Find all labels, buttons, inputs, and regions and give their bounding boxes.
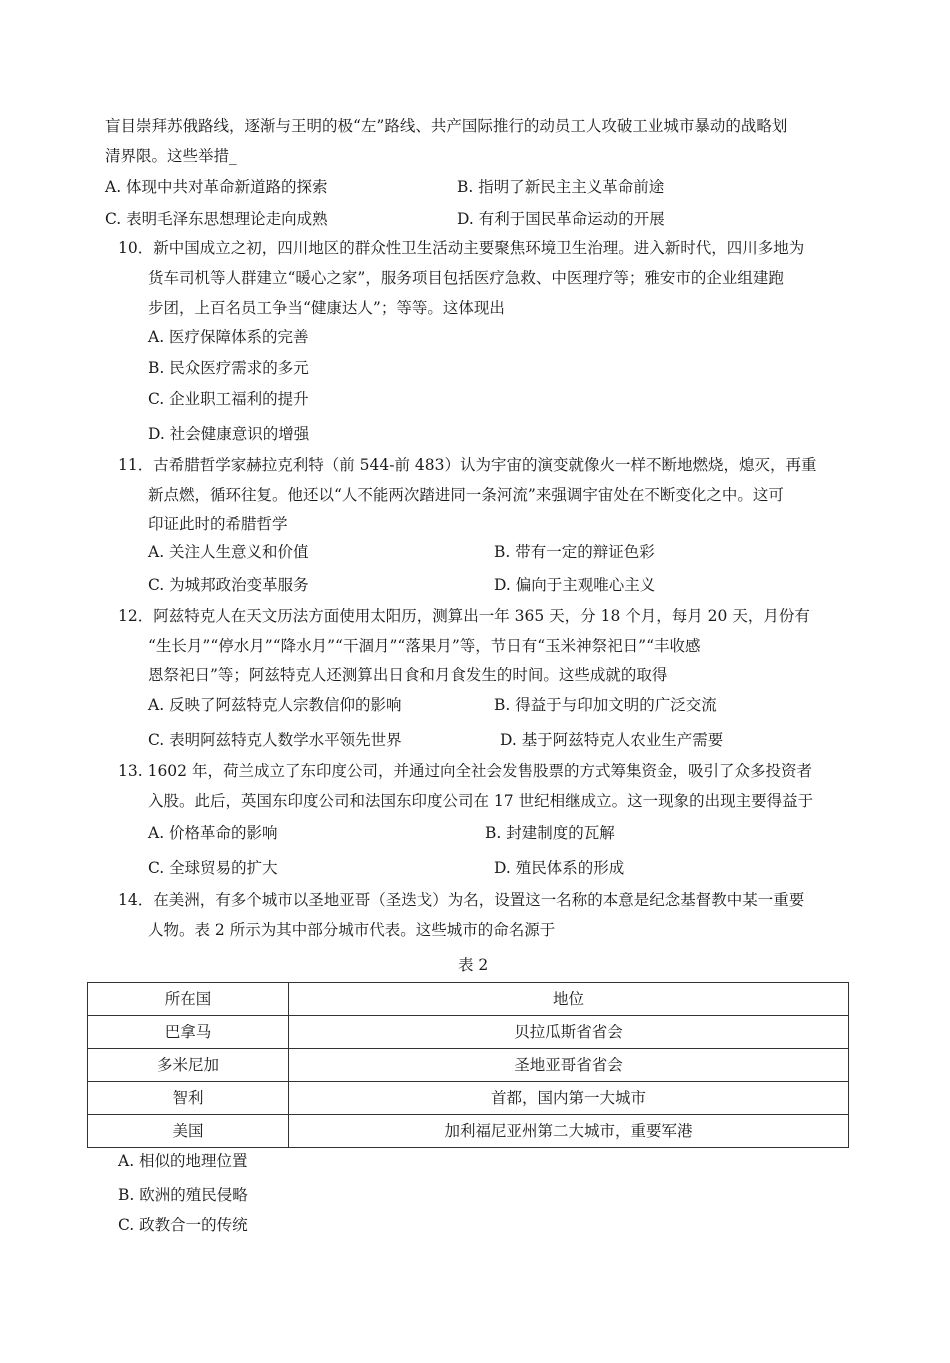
q12-line-1 — [118, 605, 810, 627]
table-cell: 圣地亚哥省省会 — [289, 1049, 849, 1082]
city-table — [87, 982, 849, 1148]
q13-line-2: 入股。此后，英国东印度公司和法国东印度公司在 17 世纪相继成立。这一现象的出现主要得益于 — [148, 792, 814, 810]
q14-text-1: 在美洲，有多个城市以圣地亚哥（圣迭戈）为名，设置这一名称的本意是纪念基督教中某一重要 — [153, 891, 805, 909]
q11-option-a: A. 关注人生意义和价值 — [148, 543, 309, 561]
q11-number: 11． — [118, 456, 154, 474]
table-header: 地位 — [289, 983, 849, 1016]
table-row — [88, 1049, 849, 1082]
table-cell: 美国 — [88, 1115, 289, 1148]
table-header: 所在国 — [88, 983, 289, 1016]
table-row — [88, 1016, 849, 1049]
q12-line-3: 恩祭祀日”等；阿兹特克人还测算出日食和月食发生的时间。这些成就的取得 — [148, 666, 668, 684]
q13-option-c: C. 全球贸易的扩大 — [148, 859, 278, 877]
q14-option-c: C. 政教合一的传统 — [118, 1216, 248, 1234]
table-cell: 贝拉瓜斯省省会 — [289, 1016, 849, 1049]
q14-line-1 — [118, 889, 804, 911]
q10-line-2: 货车司机等人群建立“暖心之家”，服务项目包括医疗急救、中医理疗等；雅安市的企业组建跑 — [148, 269, 784, 287]
table-row — [88, 1082, 849, 1115]
q10-text-1: 新中国成立之初，四川地区的群众性卫生活动主要聚焦环境卫生治理。进入新时代，四川多地为 — [153, 239, 805, 257]
prev-question-line-1: 盲目崇拜苏俄路线，逐渐与王明的极“左”路线、共产国际推行的动员工人攻破工业城市暴动的战略划 — [105, 117, 788, 135]
table-cell: 首都，国内第一大城市 — [289, 1082, 849, 1115]
prev-option-b: B. 指明了新民主主义革命前途 — [457, 178, 665, 196]
table-cell: 智利 — [88, 1082, 289, 1115]
q10-line-3: 步团，上百名员工争当“健康达人”；等等。这体现出 — [148, 299, 505, 317]
q13-option-b: B. 封建制度的瓦解 — [485, 824, 615, 842]
q10-option-c: C. 企业职工福利的提升 — [148, 390, 309, 408]
q10-option-b: B. 民众医疗需求的多元 — [148, 359, 309, 377]
q13-option-d: D. 殖民体系的形成 — [494, 859, 625, 877]
table-row — [88, 1115, 849, 1148]
table-cell: 多米尼加 — [88, 1049, 289, 1082]
q11-line-1 — [118, 454, 817, 476]
q14-line-2: 人物。表 2 所示为其中部分城市代表。这些城市的命名源于 — [148, 921, 556, 939]
q11-text-1: 古希腊哲学家赫拉克利特（前 544-前 483）认为宇宙的演变就像火一样不断地燃烧，熄灭，再重 — [153, 456, 817, 474]
prev-option-a: A. 体现中共对革命新道路的探索 — [105, 178, 328, 196]
q10-line-1 — [118, 237, 804, 259]
q11-line-2: 新点燃，循环往复。他还以“人不能两次踏进同一条河流”来强调宇宙处在不断变化之中。这可 — [148, 486, 784, 504]
q10-option-a: A. 医疗保障体系的完善 — [148, 328, 309, 346]
q14-option-a: A. 相似的地理位置 — [118, 1152, 248, 1170]
q12-option-a: A. 反映了阿兹特克人宗教信仰的影响 — [148, 696, 402, 714]
table-cell: 巴拿马 — [88, 1016, 289, 1049]
q10-number: 10． — [118, 239, 154, 257]
q11-line-3: 印证此时的希腊哲学 — [148, 515, 288, 533]
q10-option-d: D. 社会健康意识的增强 — [148, 425, 310, 443]
q13-option-a: A. 价格革命的影响 — [148, 824, 278, 842]
q11-option-d: D. 偏向于主观唯心主义 — [494, 576, 656, 594]
q11-option-b: B. 带有一定的辩证色彩 — [494, 543, 655, 561]
q12-option-c: C. 表明阿兹特克人数学水平领先世界 — [148, 731, 402, 749]
table-header-row — [88, 983, 849, 1016]
q12-option-d: D. 基于阿兹特克人农业生产需要 — [500, 731, 724, 749]
table-caption: 表 2 — [458, 956, 489, 974]
q12-line-2: “生长月”“停水月”“降水月”“干涸月”“落果月”等，节日有“玉米神祭祀日”“丰收感 — [148, 637, 701, 655]
prev-option-d: D. 有利于国民革命运动的开展 — [457, 210, 665, 228]
q13-line-1: 13. 1602 年，荷兰成立了东印度公司，并通过向全社会发售股票的方式筹集资金，吸引了众多投资者 — [118, 762, 812, 780]
q12-number: 12． — [118, 607, 154, 625]
q11-option-c: C. 为城邦政治变革服务 — [148, 576, 309, 594]
prev-option-c: C. 表明毛泽东思想理论走向成熟 — [105, 210, 328, 228]
q12-text-1: 阿兹特克人在天文历法方面使用太阳历，测算出一年 365 天，分 18 个月，每月 20 天，月份有 — [153, 607, 810, 625]
q12-option-b: B. 得益于与印加文明的广泛交流 — [494, 696, 717, 714]
prev-question-line-2: 清界限。这些举措_ — [105, 147, 237, 165]
q14-number: 14． — [118, 891, 154, 909]
table-cell: 加利福尼亚州第二大城市，重要军港 — [289, 1115, 849, 1148]
q14-option-b: B. 欧洲的殖民侵略 — [118, 1186, 248, 1204]
